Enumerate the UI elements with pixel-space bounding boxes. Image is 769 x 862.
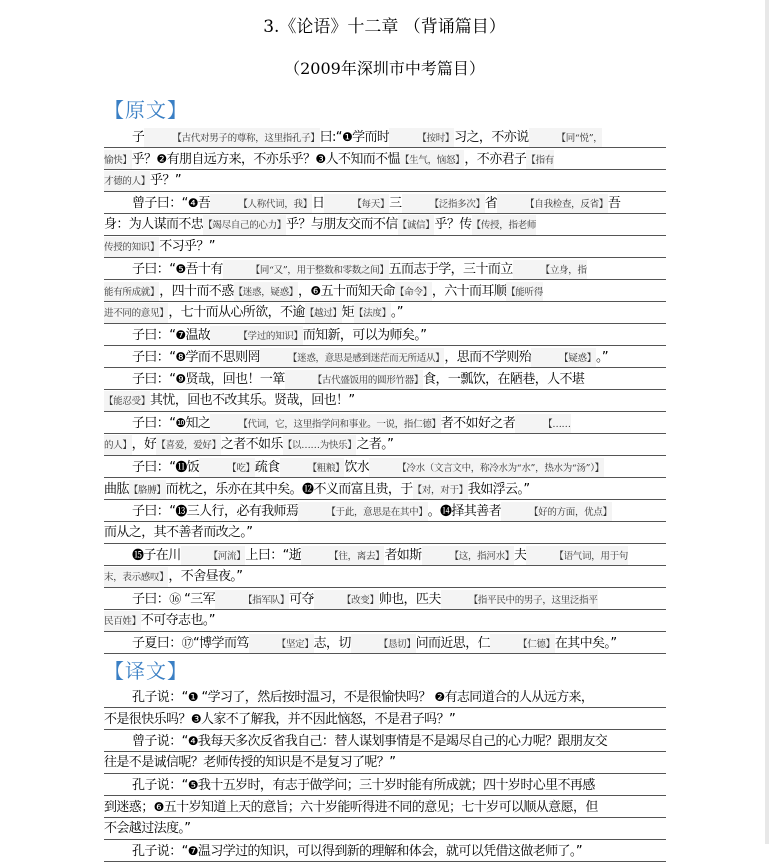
original-line	[104, 170, 666, 192]
text-run: 孔子说：“	[132, 844, 188, 859]
original-line	[104, 148, 666, 170]
original-line	[104, 192, 666, 214]
gloss-note: 【每天】	[324, 194, 389, 214]
original-line	[104, 588, 666, 610]
gloss-note: 【同“悦”，	[529, 128, 603, 148]
gloss-note: 能有所成就】	[104, 282, 159, 302]
text-run: 学而时	[352, 130, 390, 145]
text-run: ，	[298, 284, 311, 299]
text-run: 子曰：“	[132, 328, 176, 343]
item-number: ❷	[156, 152, 167, 166]
original-paragraph	[104, 324, 666, 346]
gloss-note: 【改变】	[314, 590, 379, 610]
item-number: ❼	[175, 328, 186, 342]
gloss-note: 民百姓】	[104, 611, 141, 632]
translation-paragraph	[104, 730, 666, 774]
text-run: 疏食	[254, 460, 280, 475]
gloss-note: 【诚信】	[398, 215, 435, 236]
text-run: ，七十而从心所欲，不逾	[168, 305, 305, 320]
original-line	[104, 566, 666, 588]
item-number: ❿	[175, 416, 186, 430]
text-run: ，不亦君子	[464, 152, 527, 167]
item-number: ⓫	[175, 460, 187, 474]
text-run: 不习乎？”	[159, 239, 215, 254]
text-run: 不义而富且贵，于	[313, 482, 413, 497]
gloss-note: 【自我检查，反省】	[497, 194, 608, 214]
text-run: 不可夺志也。”	[140, 613, 215, 628]
text-run: 择其善者	[451, 504, 501, 519]
item-number: ❾	[175, 372, 186, 386]
original-paragraph	[104, 412, 666, 456]
gloss-note: 愉快】	[104, 150, 132, 170]
text-run: 乎？	[131, 152, 157, 167]
text-run: 吾	[607, 196, 621, 211]
gloss-note: 【疑惑】	[531, 348, 596, 368]
original-line	[104, 368, 666, 390]
translation-line	[104, 796, 666, 818]
gloss-note: 【生气，恼怒】	[400, 150, 464, 170]
original-paragraph	[104, 588, 666, 632]
original-line	[104, 544, 666, 566]
item-number: ⓬	[302, 482, 314, 496]
text-run: 五十而知天命	[320, 284, 395, 299]
item-number: ⑰	[181, 636, 194, 650]
original-paragraph	[104, 544, 666, 588]
text-run: 子曰：“	[132, 460, 176, 475]
original-paragraph	[104, 346, 666, 368]
item-number: ❷	[434, 690, 445, 704]
text-run: 知之	[185, 416, 211, 431]
text-run: 三人行，必有我师焉	[186, 504, 299, 519]
text-run: “博学而笃	[193, 636, 249, 651]
gloss-note: 【胳膊】	[129, 480, 166, 500]
text-run: 而从之，其不善者而改之。”	[104, 525, 253, 540]
original-line	[104, 214, 666, 236]
gloss-note: 进不同的意见】	[104, 303, 168, 324]
original-paragraph	[104, 632, 666, 654]
text-run: 在其中矣。”	[554, 636, 617, 651]
text-run: 曲肱	[104, 482, 129, 497]
text-run: ，不舍昼夜。”	[168, 569, 243, 584]
text-run: 乎？与朋友交而不信	[286, 217, 398, 232]
item-number: ❼	[187, 844, 198, 858]
text-run: 者不如好之者	[440, 416, 516, 431]
text-run: 吾十有	[185, 262, 223, 277]
section-original-heading: 【原文】	[104, 98, 188, 122]
translation-paragraph	[104, 686, 666, 730]
original-line	[104, 280, 666, 302]
original-line	[104, 610, 666, 632]
original-line	[104, 390, 666, 412]
item-number: ❸	[315, 152, 326, 166]
item-number: ❻	[153, 800, 164, 814]
translation-line	[104, 818, 666, 840]
gloss-note: 【恳切】	[351, 634, 416, 654]
text-run: 可夺	[289, 592, 314, 607]
text-run: 学而不思则罔	[185, 350, 260, 365]
gloss-note: 【泛指多次】	[402, 194, 485, 214]
item-number: ❺	[187, 778, 198, 792]
gloss-note: 【传授，指老师	[472, 215, 536, 236]
text-run: ，四十而不惑	[159, 284, 234, 299]
document-title: 3.《论语》十二章 （背诵篇目）	[263, 17, 506, 37]
item-number: ❶	[187, 690, 198, 704]
item-number: ⑯	[169, 592, 181, 606]
item-number: ⓮	[439, 504, 452, 518]
item-number: ❸	[190, 712, 201, 726]
text-run: 吾	[197, 196, 211, 211]
gloss-note: 【吃】	[199, 458, 255, 478]
gloss-note: 【……	[515, 414, 571, 434]
text-run: 人家不了解我，并不因此恼怒，不是君子吗？”	[200, 712, 456, 727]
gloss-note: 传授的知识】	[104, 237, 159, 258]
text-run: 有朋自远方来，不亦乐乎？	[166, 152, 316, 167]
gloss-note: 【学过的知识】	[210, 326, 302, 346]
gloss-note: 【古代对男子的尊称，这里指孔子】	[144, 128, 319, 148]
text-run: 我十五岁时，有志于做学问；三十岁时能有所成就；四十岁时心里不再感	[197, 778, 595, 793]
text-run: 子曰：“	[132, 350, 176, 365]
item-number: ❻	[310, 284, 321, 298]
item-number: ❺	[175, 262, 186, 276]
gloss-note: 【喜爱，爱好】	[156, 435, 220, 456]
gloss-note: 【能听得	[506, 282, 543, 302]
text-run: 曾子曰：“	[132, 196, 188, 211]
gloss-note: 【仁德】	[490, 634, 555, 654]
text-run: 不会越过法度。”	[104, 821, 191, 836]
text-run: 者如斯	[384, 548, 422, 563]
gloss-note: 【对，对于】	[413, 480, 468, 500]
original-paragraph	[104, 192, 666, 258]
text-run: 志，切	[313, 636, 351, 651]
original-line	[104, 258, 666, 280]
text-run: 人不知而不愠	[325, 152, 400, 167]
original-paragraph	[104, 500, 666, 544]
text-run: 温习学过的知识，可以得到新的理解和体会，就可以凭借这做老师了。”	[197, 844, 582, 859]
gloss-note: 【代词，它，这里指学问和事业。一说，指仁德】	[210, 414, 440, 434]
text-run: 到迷惑；	[104, 800, 154, 815]
gloss-note: 【按时】	[389, 128, 454, 148]
gloss-note: 【指军队】	[215, 590, 289, 610]
item-number: ⓭	[175, 504, 187, 518]
gloss-note: 【往，离去】	[301, 546, 384, 566]
text-run: 曾子说：“	[132, 734, 188, 749]
gloss-note: 【命令】	[395, 282, 432, 302]
original-line	[104, 412, 666, 434]
text-run: 而枕之，乐亦在其中矣。	[165, 482, 303, 497]
text-run: 曰:“	[319, 130, 342, 145]
gloss-note: 【迷惑，疑惑】	[234, 282, 298, 302]
original-line	[104, 346, 666, 368]
gloss-note: 【坚定】	[249, 634, 314, 654]
text-run: 习之，不亦说	[454, 130, 529, 145]
gloss-note: 【立身，指	[513, 260, 587, 280]
original-line	[104, 126, 666, 148]
original-line	[104, 236, 666, 258]
gloss-note: 【法度】	[354, 303, 391, 324]
translation-line	[104, 774, 666, 796]
item-number: ❹	[187, 734, 198, 748]
text-run: 贤哉，回也！一箪	[185, 372, 285, 387]
translation-line	[104, 686, 666, 708]
text-run: 矩	[341, 305, 355, 320]
text-run: 身：为人谋而不忠	[104, 217, 204, 232]
section-translation-heading: 【译文】	[104, 659, 188, 683]
text-run: 。”	[390, 305, 403, 320]
item-number: ❹	[187, 196, 198, 210]
text-run: 孔子说：“	[132, 778, 188, 793]
text-run: 其忧，回也不改其乐。贤哉，回也！”	[150, 393, 355, 408]
original-line	[104, 434, 666, 456]
text-run: 饮水	[344, 460, 370, 475]
text-run: ，好	[131, 437, 157, 452]
text-run: “三军	[180, 592, 216, 607]
text-run: 夫	[513, 548, 527, 563]
text-run: 孔子说：“	[132, 690, 188, 705]
text-run: 食，一瓢饮，在陋巷，人不堪	[423, 372, 585, 387]
text-run: 子曰：“	[132, 372, 176, 387]
original-line	[104, 324, 666, 346]
text-run: 乎？传	[434, 217, 472, 232]
original-paragraph	[104, 258, 666, 324]
original-line	[104, 302, 666, 324]
gloss-note: 末，表示感叹】	[104, 567, 168, 588]
text-run: 不是很快乐吗？	[104, 712, 191, 727]
original-line	[104, 500, 666, 522]
text-run: 子曰：“	[132, 416, 176, 431]
original-paragraph	[104, 368, 666, 412]
original-line	[104, 632, 666, 654]
gloss-note: 【语气词，用于句	[526, 546, 628, 566]
text-run: 之者不如乐	[220, 437, 283, 452]
original-paragraph	[104, 456, 666, 500]
text-run: 之者。”	[356, 437, 394, 452]
text-run: 子	[132, 130, 145, 145]
original-line	[104, 522, 666, 544]
translation-line	[104, 752, 666, 774]
gloss-note: 的人】	[104, 435, 132, 456]
text-run: 我每天多次反省我自己：替人谋划事情是不是竭尽自己的心力呢？跟朋友交	[197, 734, 608, 749]
gloss-note: 【粗粮】	[280, 458, 345, 478]
text-run: 我如浮云。”	[467, 482, 530, 497]
text-run: 省	[484, 196, 498, 211]
text-run: 日	[311, 196, 325, 211]
translation-paragraph	[104, 840, 666, 862]
text-run: 帅也，匹夫	[378, 592, 441, 607]
item-number: ❶	[341, 130, 353, 144]
gloss-note: 【冷水（文言文中，称冷水为“水”，热水为“汤”）】	[369, 458, 604, 478]
text-run: 温故	[185, 328, 211, 343]
text-run: 子在川	[143, 548, 181, 563]
document-subtitle: （2009年深圳市中考篇目）	[284, 59, 485, 78]
text-run: 有志同道合的人从远方来，	[444, 690, 594, 705]
gloss-note: 【竭尽自己的心力】	[203, 215, 286, 236]
text-run: 子曰：“	[132, 504, 176, 519]
original-line	[104, 456, 666, 478]
text-run: 五十岁知道上天的意旨；六十岁能听得进不同的意见；七十岁可以顺从意愿，但	[163, 800, 598, 815]
gloss-note: 【同“又”，用于整数和零数之间】	[223, 260, 389, 280]
item-number: ⓯	[132, 548, 144, 562]
gloss-note: 【河流】	[181, 546, 246, 566]
text-run: 往是不是诚信呢？老师传授的知识是不是复习了呢？”	[104, 755, 396, 770]
text-run: 子曰：	[132, 592, 170, 607]
gloss-note: 【指有	[526, 150, 554, 170]
gloss-note: 【好的方面，优点】	[501, 502, 612, 522]
gloss-note: 【以……为快乐】	[283, 435, 357, 456]
text-run: 三	[389, 196, 402, 211]
gloss-note: 【这，指河水】	[422, 546, 514, 566]
translation-paragraph	[104, 774, 666, 840]
text-run: 子夏曰：	[132, 636, 182, 651]
translation-line	[104, 840, 666, 862]
text-run: 上曰：“逝	[245, 548, 302, 563]
text-run: 问而近思，仁	[415, 636, 490, 651]
translation-line	[104, 708, 666, 730]
item-number: ❽	[175, 350, 186, 364]
text-run: 而知新，可以为师矣。”	[302, 328, 427, 343]
gloss-note: 【指平民中的男子，这里泛指平	[441, 590, 598, 610]
gloss-note: 【迷惑，意思是感到迷茫而无所适从】	[260, 348, 444, 368]
translation-line	[104, 730, 666, 752]
gloss-note: 【古代盛饭用的圆形竹器】	[285, 370, 423, 390]
text-run: 。”	[595, 350, 608, 365]
text-run: 子曰：“	[132, 262, 176, 277]
gloss-note: 【越过】	[305, 303, 342, 324]
text-run: 乎？”	[150, 173, 181, 188]
original-paragraph	[104, 126, 666, 192]
text-run: “学习了，然后按时温习，不是很愉快吗？	[197, 690, 435, 705]
text-run: ，六十而耳顺	[431, 284, 507, 299]
gloss-note: 【人称代词，我】	[210, 194, 312, 214]
gloss-note: 【能忍受】	[104, 391, 150, 412]
text-run: 。	[427, 504, 440, 519]
page-edge	[765, 0, 769, 844]
text-run: 饭	[186, 460, 200, 475]
text-run: 五而志于学，三十而立	[388, 262, 513, 277]
gloss-note: 【于此，意思是在其中】	[298, 502, 427, 522]
gloss-note: 才德的人】	[104, 171, 150, 192]
original-line	[104, 478, 666, 500]
text-run: ，思而不学则殆	[444, 350, 532, 365]
